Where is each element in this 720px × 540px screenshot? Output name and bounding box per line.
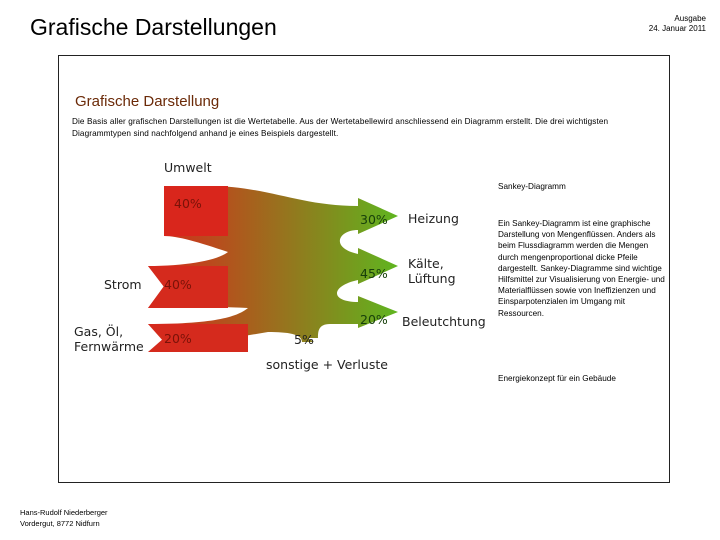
pct-beleuchtung: 20% <box>360 312 388 327</box>
label-kaelte-2: Lüftung <box>408 271 456 286</box>
page-title: Grafische Darstellungen <box>30 14 277 40</box>
input-arrow-umwelt <box>164 186 228 236</box>
sankey-diagram <box>68 156 488 376</box>
label-umwelt: Umwelt <box>164 160 212 175</box>
label-kaelte-1: Kälte, <box>408 256 444 271</box>
footer-address: Vordergut, 8772 Nidfurn <box>20 518 100 528</box>
label-gas-1: Gas, Öl, <box>74 324 124 339</box>
pct-heizung: 30% <box>360 212 388 227</box>
label-beleuchtung: Beleutchtung <box>402 314 486 329</box>
pct-umwelt: 40% <box>174 196 202 211</box>
footer <box>20 508 108 529</box>
issue-info <box>649 14 706 34</box>
label-heizung: Heizung <box>408 211 459 226</box>
section-title: Grafische Darstellung <box>75 93 220 110</box>
pct-gas: 20% <box>164 331 192 346</box>
pct-sonstige: 5% <box>294 332 314 347</box>
issue-label: Ausgabe <box>674 14 706 23</box>
pct-strom: 40% <box>164 277 192 292</box>
sankey-svg <box>68 156 488 376</box>
issue-date: 24. Januar 2011 <box>648 24 706 33</box>
label-strom: Strom <box>104 277 142 292</box>
pct-kaelte: 45% <box>360 266 388 281</box>
label-sonstige: sonstige + Verluste <box>266 357 388 372</box>
label-gas-2: Fernwärme <box>74 339 144 354</box>
sidebar-heading: Sankey-Diagramm <box>498 182 566 191</box>
intro-text: Die Basis aller grafischen Darstellungen ist die Wertetabelle. Aus der Wertetabellewird anschliessend ein Diagramm erstellt. Die drei wichtigsten Diagrammtypen sind nachfolgend anhand je eines Beispiels dargestellt. <box>72 117 609 138</box>
diagram-caption: Energiekonzept für ein Gebäude <box>498 374 616 383</box>
footer-name: Hans-Rudolf Niederberger <box>20 508 108 517</box>
sidebar-body: Ein Sankey-Diagramm ist eine graphische Darstellung von Mengenflüssen. Anders als beim Flussdiagramm werden die Mengen durch mengenproportional dicke Pfeile dargestellt. Sankey-Diagramme sind wichtige Hilfsmittel zur Visualisierung von Energie- und Materialflüssen sowie von Ineffizienzen und Einsparpotenzialen im Umgang mit Ressourcen. <box>498 219 665 318</box>
